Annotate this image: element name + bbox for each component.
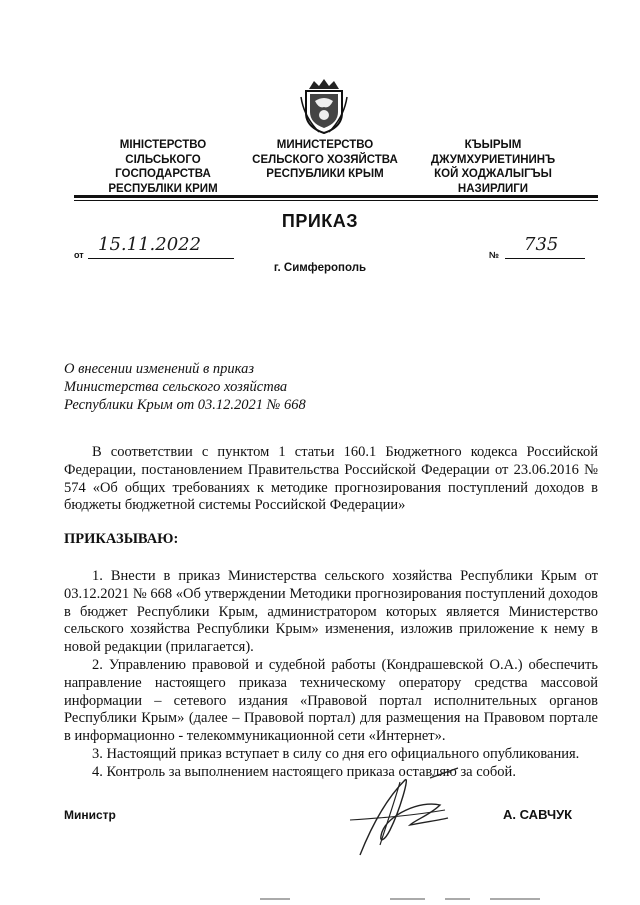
- header-right-line: КОЙ ХОДЖАЛЫГЪЫ: [434, 168, 552, 180]
- subject-line: Республики Крым от 03.12.2021 № 668: [64, 396, 306, 413]
- header-russian: [240, 138, 410, 182]
- header-divider-thin: [74, 200, 598, 201]
- order-item: 3. Настоящий приказ вступает в силу со дня его официального опубликования.: [92, 745, 580, 762]
- preamble-paragraph: В соответствии с пунктом 1 статьи 160.1 Бюджетного кодекса Российской Федерации, постановлением Правительства Российской Федерации от 23.06.2016 № 574 «Об общих требованиях к методике прогнозирования поступлений доходов в бюджеты бюджетной системы Российской Федерации»: [64, 444, 598, 514]
- header-center-line: МИНИСТЕРСТВО: [276, 139, 374, 151]
- header-center-line: СЕЛЬСКОГО ХОЗЯЙСТВА: [252, 153, 398, 166]
- number-label: №: [489, 250, 500, 260]
- order-keyword: ПРИКАЗЫВАЮ:: [64, 531, 179, 547]
- order-item: 2. Управлению правовой и судебной работы (Кондрашевской О.А.) обеспечить направление настоящего приказа техническому оператору средства массовой информации – сетевого издания «Правовой портал исполнительных органов Республики Крым» (далее – Правовой портал) для размещения на Правовом портале в информационно - телекоммуникационной сети «Интернет».: [64, 656, 598, 745]
- date-value: 15.11.2022: [98, 234, 202, 255]
- coat-of-arms-emblem: [299, 77, 349, 135]
- city: г. Симферополь: [273, 262, 367, 274]
- order-item: 4. Контроль за выполнением настоящего приказа оставляю за собой.: [92, 763, 516, 780]
- order-items: [64, 568, 598, 782]
- header-left-line: МІНІСТЕРСТВО: [119, 139, 207, 151]
- signer-name: А. САВЧУК: [503, 807, 573, 822]
- subject-line: О внесении изменений в приказ: [64, 361, 255, 377]
- date-label: от: [74, 250, 84, 260]
- header-right-line: ДЖУМХУРИЕТИНИНЪ: [430, 153, 556, 166]
- footer-scan-marks: [250, 896, 550, 902]
- header-right-line: НАЗИРЛИГИ: [457, 182, 529, 195]
- header-left-line: РЕСПУБЛІКИ КРИМ: [108, 182, 218, 195]
- order-item: 1. Внести в приказ Министерства сельского хозяйства Республики Крым от 03.12.2021 № 668 «Об утверждении Методики прогнозирования поступлений доходов в бюджет Республики Крым, администратором которых является Министерство сельского хозяйства Республики Крым» изменения, изложив приложение к нему в новой редакции (прилагается).: [64, 568, 598, 656]
- handwritten-signature: [330, 760, 480, 865]
- header-left-line: СІЛЬСЬКОГО: [125, 153, 201, 166]
- subject-block: [64, 361, 306, 414]
- header-right-line: КЪЫРЫМ: [464, 139, 522, 151]
- document-title: ПРИКАЗ: [281, 211, 359, 231]
- signer-position: Министр: [64, 808, 116, 822]
- header-divider-thick: [74, 195, 598, 198]
- date-underline: [88, 258, 234, 259]
- header-left-line: ГОСПОДАРСТВА: [115, 168, 211, 180]
- number-underline: [505, 258, 585, 259]
- header-crimean-tatar: [413, 138, 573, 196]
- header-center-line: РЕСПУБЛИКИ КРЫМ: [266, 168, 384, 180]
- subject-line: Министерства сельского хозяйства: [64, 378, 288, 395]
- header-ukrainian: [88, 138, 238, 196]
- number-value: 735: [524, 234, 559, 255]
